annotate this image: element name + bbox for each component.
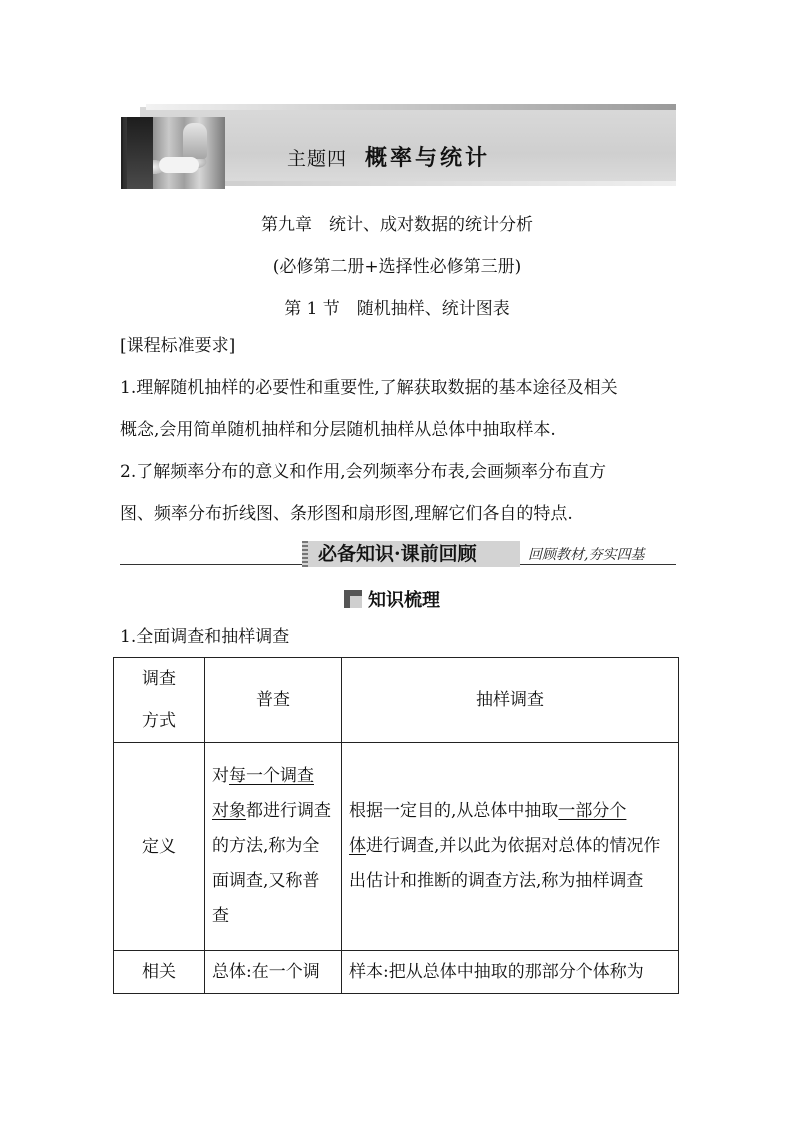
chapter-title: 第九章 统计、成对数据的统计分析 [261, 215, 533, 235]
section-bar-subtitle: 回顾教材,夯实四基 [528, 547, 645, 563]
subheading-text: 知识梳理 [368, 590, 440, 611]
banner-photo-shade [127, 117, 153, 189]
banner-photo-figure [183, 123, 207, 159]
sampling-def-post: 进行调查,并以此为依据对总体的情况作出估计和推断的调查方法,称为抽样调查 [349, 836, 661, 891]
table-header-row [114, 658, 679, 743]
header-method-line2: 方式 [142, 711, 176, 731]
census-related-cell: 总体:在一个调 [205, 951, 342, 994]
sampling-def-underline-2: 体 [349, 836, 366, 856]
sampling-related-cell: 样本:把从总体中抽取的那部分个体称为 [342, 951, 679, 994]
standards-item1-line1: 1.理解随机抽样的必要性和重要性,了解获取数据的基本途径及相关 [120, 378, 618, 398]
table-row-related [114, 951, 679, 994]
survey-comparison-table [113, 657, 679, 994]
header-cell-method [114, 658, 205, 743]
section-bar-dots [302, 541, 308, 567]
square-bullet-icon [344, 590, 362, 608]
census-def-underline-1: 每一个调查 [229, 766, 314, 786]
standards-heading: [课程标准要求] [120, 336, 236, 356]
knowledge-subheading [344, 586, 440, 612]
standards-item2-line1: 2.了解频率分布的意义和作用,会列频率分布表,会画频率分布直方 [120, 462, 607, 482]
banner-top-line [146, 104, 676, 110]
banner-title [287, 141, 490, 172]
banner-photo-image [121, 117, 225, 189]
header-method-line1: 调查 [142, 669, 176, 689]
standards-item2-line2: 图、频率分布折线图、条形图和扇形图,理解它们各自的特点. [120, 504, 573, 524]
census-def-pre: 对 [212, 766, 229, 786]
row-label-related: 相关 [114, 951, 205, 994]
section-bar-title: 必备知识·课前回顾 [318, 543, 477, 565]
census-definition-cell [205, 743, 342, 951]
theme-title: 概率与统计 [365, 145, 491, 171]
sampling-def-pre: 根据一定目的,从总体中抽取 [349, 801, 559, 821]
standards-item1-line2: 概念,会用简单随机抽样和分层随机抽样从总体中抽取样本. [120, 420, 556, 440]
sampling-def-underline-1: 一部分个 [558, 801, 627, 821]
theme-label: 主题四 [287, 148, 348, 170]
sampling-definition-cell [342, 743, 679, 951]
header-cell-sampling: 抽样调查 [342, 658, 679, 743]
header-cell-census: 普查 [205, 658, 342, 743]
section-title: 第 1 节 随机抽样、统计图表 [284, 299, 510, 319]
census-def-post: 都进行调查的方法,称为全面调查,又称普查 [212, 801, 331, 926]
census-def-underline-2: 对象 [212, 801, 246, 821]
chapter-books: (必修第二册+选择性必修第三册) [272, 257, 522, 277]
table-row-definition [114, 743, 679, 951]
list-heading: 1.全面调查和抽样调查 [120, 627, 290, 647]
banner-bottom-line [222, 181, 676, 186]
banner-photo-hands [159, 157, 199, 173]
row-label-definition: 定义 [114, 743, 205, 951]
